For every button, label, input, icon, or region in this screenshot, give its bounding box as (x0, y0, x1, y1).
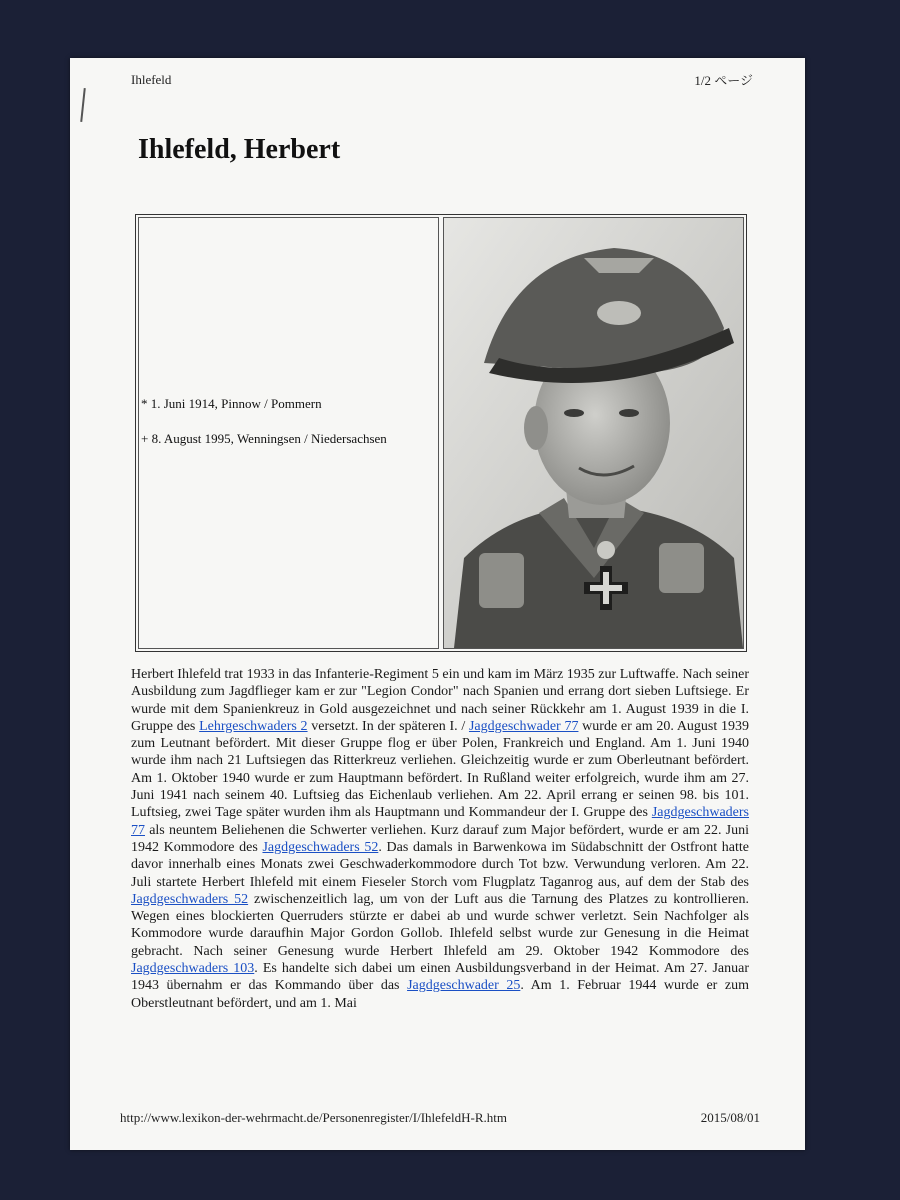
death-info: + 8. August 1995, Wenningsen / Niedersachsen (141, 431, 387, 446)
header-title: Ihlefeld (131, 72, 172, 87)
infobox-dates-cell (138, 217, 439, 649)
link-lehrgeschwader-2[interactable]: Lehrgeschwaders 2 (199, 718, 308, 734)
footer-url: http://www.lexikon-der-wehrmacht.de/Personenregister/I/IhlefeldH-R.htm (120, 1110, 507, 1125)
link-jagdgeschwaders-52[interactable]: Jagdgeschwaders 52 (262, 839, 379, 855)
portrait-photo (443, 217, 744, 649)
link-jagdgeschwaders-52-second[interactable]: Jagdgeschwaders 52 (131, 891, 249, 907)
link-jagdgeschwaders-103[interactable]: Jagdgeschwaders 103 (131, 961, 255, 977)
page-number: 1/2 ページ (694, 73, 753, 88)
printed-page (70, 58, 805, 1150)
link-jagdgeschwader-25[interactable]: Jagdgeschwader 25 (407, 978, 521, 994)
link-jagdgeschwaders-77[interactable]: Jagdgeschwaders 77 (131, 805, 749, 838)
footer-date: 2015/08/01 (700, 1110, 760, 1125)
page-title: Ihlefeld, Herbert (138, 134, 341, 165)
biography-text: Herbert Ihlefeld trat 1933 in das Infanterie-Regiment 5 ein und kam im März 1935 zur Luftwaffe. Nach seiner Ausbildung zum Jagdflieger kam er zur "Legion Condor" nach Spanien und errang dort sieben Luftsiege. Er wurde mit dem Spanienkreuz in Gold ausgezeichnet und nach seiner Rückkehr am 1. August 1939 in die I. Gruppe des Lehrgeschwaders 2 versetzt. In der späteren I. / Jagdgeschwader 77 wurde er am 20. August 1939 zum Leutnant befördert. Mit dieser Gruppe flog er über Polen, Frankreich und England. Am 1. Juni 1940 wurde ihm nach 21 Luftsiegen das Ritterkreuz verliehen. Gleichzeitig wurde er zum Oberleutnant befördert. Am 1. Oktober 1940 wurde er zum Hauptmann befördert. In Rußland weiter erfolgreich, wurde ihm am 27. Juni 1941 nach seinem 40. Luftsieg das Eichenlaub verliehen. Am 22. April errang er seinen 98. bis 101. Luftsieg, zwei Tage später wurden ihm als Hauptmann und Kommandeur der I. Gruppe des Jagdgeschwaders 77 als neuntem Beliehenen die Schwerter verliehen. Kurz darauf zum Major befördert, wurde er am 22. Juni 1942 Kommodore des Jagdgeschwaders 52. Das damals in Barwenkowa im Südabschnitt der Ostfront hatte davor innerhalb eines Monats zwei Geschwaderkommodore durch Tot bzw. Verwundung verloren. Am 22. Juli startete Herbert Ihlefeld mit einem Fieseler Storch vom Flugplatz Taganrog aus, auf dem der Stab des Jagdgeschwaders 52 zwischenzeitlich lag, um von der Luft aus die Tarnung des Platzes zu kontrollieren. Wegen eines blockierten Querruders stürzte er dabei ab und wurde schwer verletzt. Sein Nachfolger als Kommodore wurde daraufhin Major Gordon Gollob. Ihlefeld selbst wurde zur Genesung in die Heimat gebracht. Nach seiner Genesung wurde Herbert Ihlefeld am 29. Oktober 1942 Kommodore des Jagdgeschwaders 103. Es handelte sich dabei um einen Ausbildungsverband in der Heimat. Am 27. Januar 1943 übernahm er das Kommando über das Jagdgeschwader 25. Am 1. Februar 1944 wurde er zum Oberstleutnant befördert, und am 1. Mai (131, 667, 749, 1011)
link-jagdgeschwader-77[interactable]: Jagdgeschwader 77 (468, 718, 579, 734)
infobox-table (135, 214, 747, 652)
birth-info: * 1. Juni 1914, Pinnow / Pommern (141, 396, 322, 411)
pen-mark (80, 88, 86, 122)
